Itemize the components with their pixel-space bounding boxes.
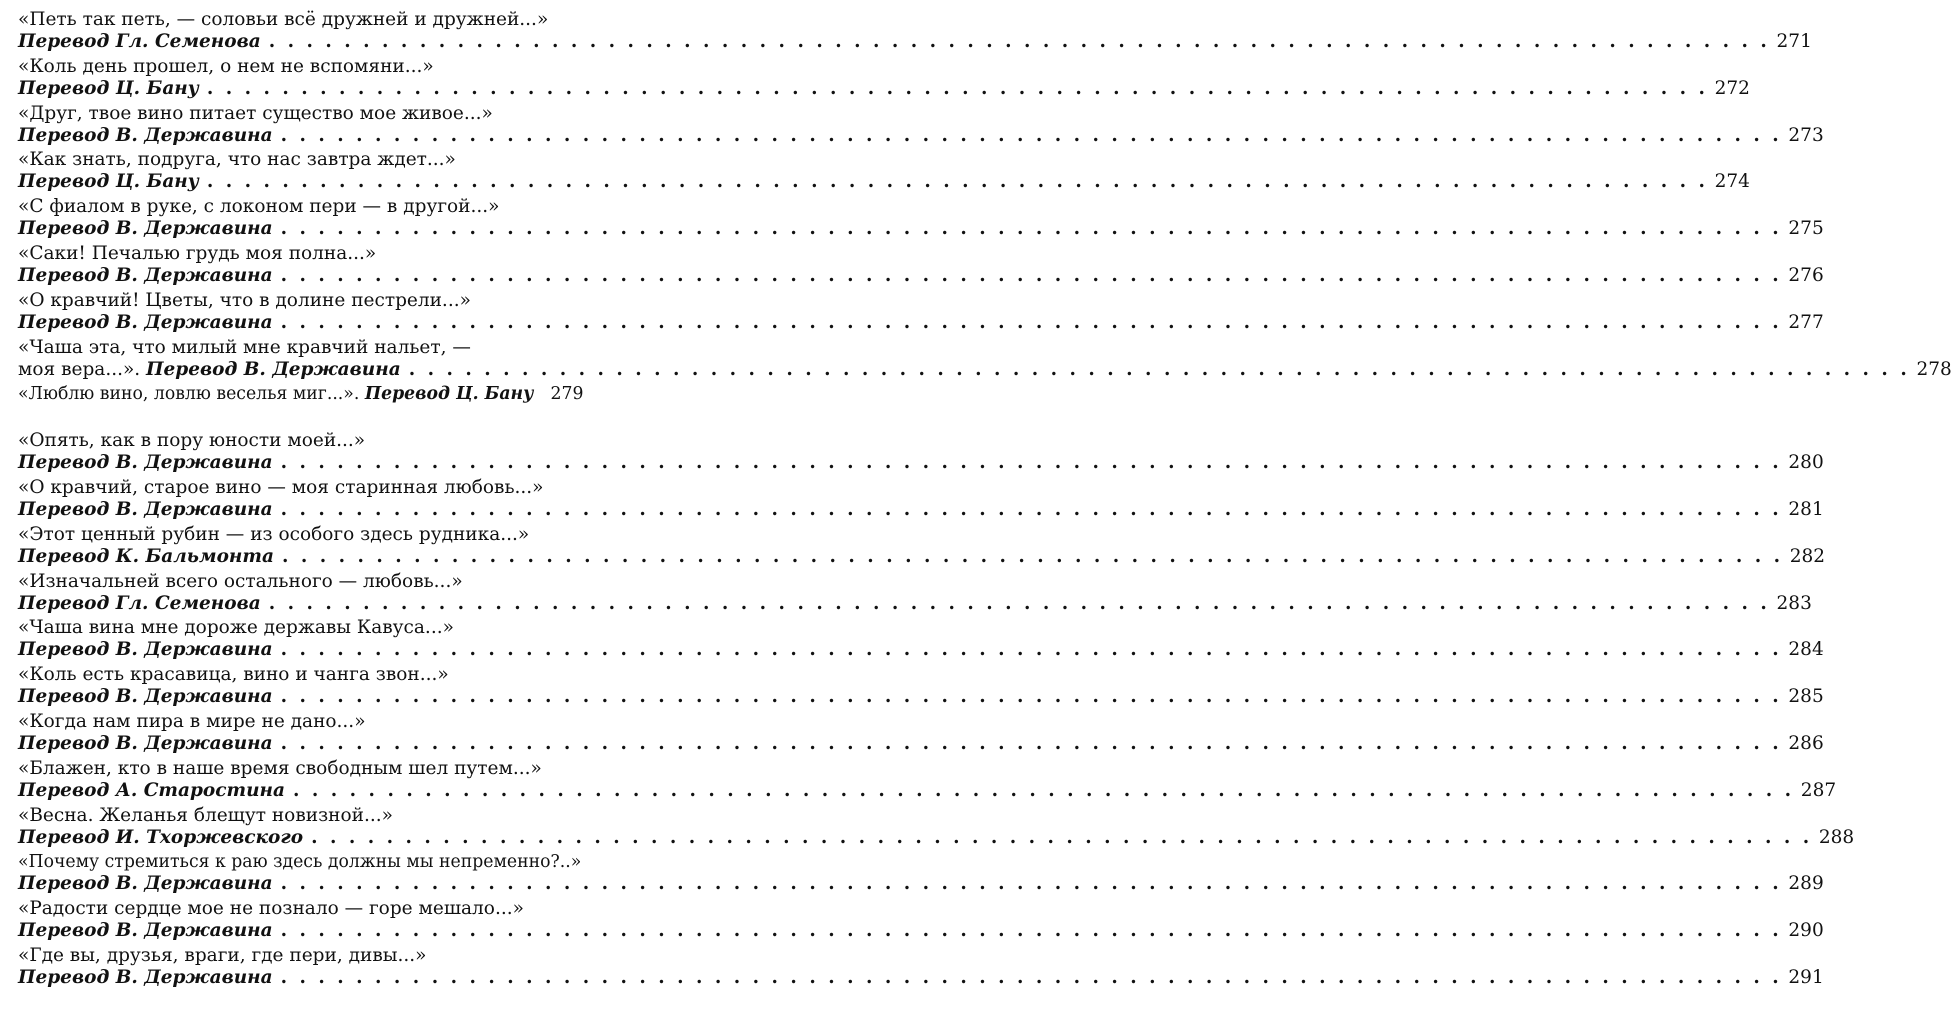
- dot-leader: . . . . . . . . . . . . . . . . . . . . . . . . . . . . . . . . . . . . . . . . . . . . . . . . . . . . . . . . . . . . . . . . . . . . . . . . . . . . . . . .: [206, 171, 1708, 193]
- toc-entry[interactable]: [18, 570, 1812, 617]
- toc-entry-translator-line: [18, 873, 1824, 895]
- toc-entry-translator-line: [18, 545, 1826, 568]
- entry-translator: Перевод К. Бальмонта: [18, 545, 274, 567]
- toc-entry[interactable]: [18, 523, 1826, 570]
- entry-translator: Перевод Ц. Бану: [18, 77, 199, 99]
- entry-quote: «Чаша вина мне дороже державы Кавуса...»: [18, 617, 454, 639]
- entry-translator: Перевод Ц. Бану: [18, 171, 199, 193]
- dot-leader: . . . . . . . . . . . . . . . . . . . . . . . . . . . . . . . . . . . . . . . . . . . . . . . . . . . . . . . . . . . . . . . . . . . . . . . . . . . . . . . .: [280, 498, 1782, 520]
- entry-page-number[interactable]: 279: [550, 384, 584, 405]
- dot-leader: . . . . . . . . . . . . . . . . . . . . . . . . . . . . . . . . . . . . . . . . . . . . . . . . . . . . . . . . . . . . . . . . . . . . . . . . . . . . . . . .: [206, 77, 1708, 99]
- entry-quote: «Опять, как в пору юности моей...»: [18, 430, 366, 452]
- entry-page-number[interactable]: 289: [1788, 873, 1824, 895]
- toc-entry-translator-line: [18, 452, 1824, 474]
- entry-page-number[interactable]: 278: [1916, 358, 1952, 380]
- entry-page-number[interactable]: 271: [1776, 31, 1812, 52]
- entry-page-number[interactable]: 291: [1788, 966, 1824, 988]
- toc-entry-title-line: [18, 103, 582, 125]
- entry-quote: «Изначальней всего остального — любовь...»: [18, 570, 463, 592]
- toc-entry[interactable]: [18, 429, 1824, 476]
- entry-quote: «Блажен, кто в наше время свободным шел путем...»: [18, 757, 542, 779]
- entry-page-number[interactable]: 273: [1788, 124, 1824, 146]
- dot-leader: . . . . . . . . . . . . . . . . . . . . . . . . . . . . . . . . . . . . . . . . . . . . . . . . . . . . . . . . . . . . . . . . . . . . . . . . . . . . . . . .: [280, 966, 1782, 988]
- toc-entry[interactable]: [18, 289, 1824, 336]
- toc-entry-translator-line: [18, 592, 1812, 615]
- entry-page-number[interactable]: 282: [1789, 545, 1826, 567]
- dot-leader: . . . . . . . . . . . . . . . . . . . . . . . . . . . . . . . . . . . . . . . . . . . . . . . . . . . . . . . . . . . . . . . . . . . . . . . . . . . . . . . .: [280, 920, 1782, 942]
- entry-page-number[interactable]: 276: [1788, 264, 1824, 286]
- toc-entry-title-line: [18, 571, 582, 593]
- entry-translator: Перевод В. Державина: [18, 966, 273, 988]
- toc-entry-title-line: [18, 524, 582, 546]
- toc-entry-translator-line: [18, 826, 1855, 849]
- entry-quote: «Саки! Печалью грудь моя полна...»: [18, 242, 377, 264]
- toc-entry-title-line: [18, 664, 582, 686]
- entry-quote: «Когда нам пира в мире не дано...»: [18, 710, 366, 732]
- toc-entry-title-line: [18, 56, 582, 78]
- entry-translator: Перевод В. Державина: [18, 920, 273, 942]
- dot-leader: . . . . . . . . . . . . . . . . . . . . . . . . . . . . . . . . . . . . . . . . . . . . . . . . . . . . . . . . . . . . . . . . . . . . . . . . . . . . . . . .: [268, 31, 1770, 52]
- toc-entry-translator-line: [18, 966, 1824, 989]
- entry-page-number[interactable]: 288: [1818, 826, 1855, 848]
- toc-entry-title-line: [18, 898, 582, 920]
- toc-entry-translator-line: [18, 779, 1837, 802]
- toc-entry-title-line: [18, 149, 582, 171]
- entry-quote: «Друг, твое вино питает существо мое живое...»: [18, 102, 493, 124]
- entry-translator: Перевод А. Старостина: [18, 779, 286, 801]
- entry-quote: «Где вы, друзья, враги, где пери, дивы...»: [18, 944, 427, 966]
- entry-translator: Перевод В. Державина: [146, 358, 401, 380]
- toc-entry[interactable]: [18, 382, 582, 429]
- entry-translator: Перевод В. Державина: [18, 264, 273, 286]
- toc-entry[interactable]: [18, 195, 1824, 242]
- dot-leader: . . . . . . . . . . . . . . . . . . . . . . . . . . . . . . . . . . . . . . . . . . . . . . . . . . . . . . . . . . . . . . . . . . . . . . . . . . . . . . . .: [280, 686, 1782, 708]
- entry-translator: Перевод Гл. Семенова: [18, 31, 261, 52]
- entry-translator: Перевод Ц. Бану: [364, 384, 534, 405]
- toc-entry[interactable]: [18, 663, 1824, 710]
- toc-entry-translator-line: [18, 639, 1824, 661]
- toc-entry-title-line: [18, 337, 582, 359]
- toc-entry-title-line: [18, 851, 582, 873]
- toc-entry-title-line: [18, 711, 582, 733]
- entry-translator: Перевод В. Державина: [18, 732, 273, 754]
- toc-entry[interactable]: [18, 757, 1837, 804]
- entry-translator: Перевод В. Державина: [18, 452, 273, 474]
- entry-page-number[interactable]: 274: [1714, 171, 1750, 193]
- toc-entry[interactable]: [18, 804, 1855, 851]
- toc-entry-title-line: [18, 243, 582, 265]
- entry-translator: Перевод В. Державина: [18, 218, 273, 240]
- entry-page-number[interactable]: 277: [1788, 311, 1824, 333]
- toc-entry[interactable]: [18, 710, 1824, 757]
- toc-entry[interactable]: [18, 897, 1824, 944]
- entry-quote: «Этот ценный рубин — из особого здесь рудника...»: [18, 523, 530, 545]
- toc-entry-title-line: [18, 290, 582, 312]
- toc-entry-title-line: [18, 477, 582, 499]
- dot-leader: . . . . . . . . . . . . . . . . . . . . . . . . . . . . . . . . . . . . . . . . . . . . . . . . . . . . . . . . . . . . . . . . . . . . . . . . . . . . . . . .: [280, 124, 1782, 146]
- dot-leader: . . . . . . . . . . . . . . . . . . . . . . . . . . . . . . . . . . . . . . . . . . . . . . . . . . . . . . . . . . . . . . . . . . . . . . . . . . . . . . . .: [280, 311, 1782, 333]
- entry-translator: Перевод В. Державина: [18, 498, 273, 520]
- entry-page-number[interactable]: 290: [1788, 920, 1824, 942]
- toc-entry-translator-line: [18, 498, 1824, 521]
- toc-entry-title-line: [18, 430, 582, 452]
- toc-entry-translator-line: [18, 732, 1824, 755]
- dot-leader: . . . . . . . . . . . . . . . . . . . . . . . . . . . . . . . . . . . . . . . . . . . . . . . . . . . . . . . . . . . . . . . . . . . . . . . . . . . . . . . .: [280, 639, 1782, 661]
- entry-translator: Перевод В. Державина: [18, 639, 273, 661]
- entry-page-number[interactable]: 272: [1714, 77, 1750, 99]
- toc-entry-title-line: [18, 805, 582, 827]
- toc-entry-translator-line: [18, 686, 1824, 708]
- toc-entry[interactable]: [18, 944, 1824, 991]
- dot-leader: . . . . . . . . . . . . . . . . . . . . . . . . . . . . . . . . . . . . . . . . . . . . . . . . . . . . . . . . . . . . . . . . . . . . . . . . . . . . . . . .: [280, 452, 1782, 474]
- toc-entry-translator-line: [18, 264, 1824, 287]
- toc-entry-title-line: [18, 758, 582, 780]
- toc-entry[interactable]: [18, 148, 1750, 195]
- toc-entry-title-line: [18, 945, 582, 967]
- dot-leader: . . . . . . . . . . . . . . . . . . . . . . . . . . . . . . . . . . . . . . . . . . . . . . . . . . . . . . . . . . . . . . . . . . . . . . . . . . . . . . . .: [268, 592, 1770, 614]
- toc-entry[interactable]: [18, 616, 1824, 663]
- entry-quote: «Почему стремиться к раю здесь должны мы непременно?..»: [18, 852, 582, 873]
- entry-quote: «Петь так петь, — соловьи всё дружней и дружней...»: [18, 9, 549, 30]
- toc-entry-translator-line: [18, 311, 1824, 334]
- entry-quote: «Коль день прошел, о нем не вспомяни...»: [18, 55, 434, 77]
- dot-leader: . . . . . . . . . . . . . . . . . . . . . . . . . . . . . . . . . . . . . . . . . . . . . . . . . . . . . . . . . . . . . . . . . . . . . . . . . . . . . . . .: [280, 732, 1782, 754]
- entry-page-number[interactable]: 275: [1788, 218, 1824, 240]
- toc-entry[interactable]: [18, 336, 1952, 383]
- toc-entry-title-line: [18, 196, 582, 218]
- toc-entry-line: [18, 383, 582, 405]
- toc-entry[interactable]: [18, 55, 1750, 102]
- entry-translator: Перевод В. Державина: [18, 311, 273, 333]
- entry-quote: «Радости сердце мое не познало — горе мешало...»: [18, 898, 524, 920]
- entry-translator: Перевод В. Державина: [18, 873, 273, 895]
- entry-page-number[interactable]: 285: [1788, 686, 1824, 708]
- entry-quote: «Чаша эта, что милый мне кравчий нальет, —: [18, 336, 471, 358]
- dot-leader: . . . . . . . . . . . . . . . . . . . . . . . . . . . . . . . . . . . . . . . . . . . . . . . . . . . . . . . . . . . . . . . . . . . . . . . . . . . . . . . .: [293, 779, 1795, 801]
- toc-entry-translator-line: [18, 358, 1952, 381]
- toc-entry[interactable]: [18, 102, 1824, 149]
- dot-leader: . . . . . . . . . . . . . . . . . . . . . . . . . . . . . . . . . . . . . . . . . . . . . . . . . . . . . . . . . . . . . . . . . . . . . . . . . . . . . . . .: [280, 264, 1782, 286]
- toc-entry-translator-line: [18, 171, 1750, 193]
- entry-quote: «О кравчий! Цветы, что в долине пестрели...»: [18, 289, 471, 311]
- entry-page-number[interactable]: 281: [1788, 498, 1824, 520]
- entry-page-number[interactable]: 286: [1788, 732, 1824, 754]
- entry-quote: «Коль есть красавица, вино и чанга звон...»: [18, 664, 449, 686]
- dot-leader: . . . . . . . . . . . . . . . . . . . . . . . . . . . . . . . . . . . . . . . . . . . . . . . . . . . . . . . . . . . . . . . . . . . . . . . . . . . . . . . .: [311, 826, 1813, 848]
- toc-entry[interactable]: [18, 242, 1824, 289]
- toc-entry[interactable]: [18, 8, 1812, 55]
- toc-entry[interactable]: [18, 476, 1824, 523]
- toc-entries: [18, 8, 1952, 991]
- entry-page-number[interactable]: 284: [1788, 639, 1824, 661]
- dot-leader: . . . . . . . . . . . . . . . . . . . . . . . . . . . . . . . . . . . . . . . . . . . . . . . . . . . . . . . . . . . . . . . . . . . . . . . . . . . . . . . .: [280, 218, 1782, 240]
- entry-page-number[interactable]: 283: [1776, 592, 1812, 614]
- entry-translator: Перевод Гл. Семенова: [18, 592, 261, 614]
- dot-leader: . . . . . . . . . . . . . . . . . . . . . . . . . . . . . . . . . . . . . . . . . . . . . . . . . . . . . . . . . . . . . . . . . . . . . . . . . . . . . . . .: [280, 873, 1782, 895]
- toc-entry[interactable]: [18, 850, 1824, 897]
- entry-quote: «С фиалом в руке, с локоном пери — в другой...»: [18, 196, 500, 218]
- toc-entry-title-line: [18, 9, 582, 31]
- toc-entry-translator-line: [18, 218, 1824, 240]
- entry-translator: Перевод В. Державина: [18, 124, 273, 146]
- toc-entry-translator-line: [18, 77, 1750, 100]
- entry-translator: Перевод В. Державина: [18, 686, 273, 708]
- toc-entry-translator-line: [18, 124, 1824, 147]
- entry-quote: «Весна. Желанья блещут новизной...»: [18, 804, 393, 826]
- toc-entry-title-line: [18, 617, 582, 639]
- entry-page-number[interactable]: 287: [1800, 779, 1837, 801]
- entry-translator: Перевод И. Тхоржевского: [18, 826, 304, 848]
- entry-quote-end: моя вера...».: [18, 358, 141, 380]
- entry-quote: «Люблю вино, ловлю веселья миг...».: [18, 384, 360, 405]
- entry-quote: «О кравчий, старое вино — моя старинная любовь...»: [18, 476, 544, 498]
- entry-page-number[interactable]: 280: [1788, 452, 1824, 474]
- toc-entry-translator-line: [18, 31, 1812, 53]
- toc-entry-translator-line: [18, 920, 1824, 942]
- dot-leader: . . . . . . . . . . . . . . . . . . . . . . . . . . . . . . . . . . . . . . . . . . . . . . . . . . . . . . . . . . . . . . . . . . . . . . . . . . . . . . . .: [408, 358, 1910, 380]
- dot-leader: . . . . . . . . . . . . . . . . . . . . . . . . . . . . . . . . . . . . . . . . . . . . . . . . . . . . . . . . . . . . . . . . . . . . . . . . . . . . . . . .: [281, 545, 1784, 567]
- entry-quote: «Как знать, подруга, что нас завтра ждет...»: [18, 149, 456, 171]
